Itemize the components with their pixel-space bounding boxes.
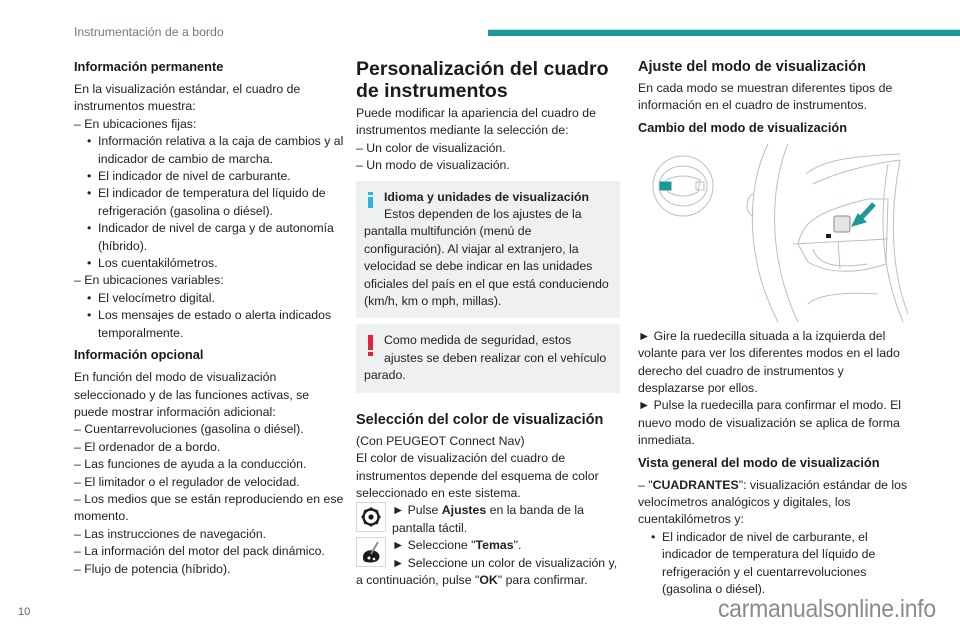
color-step-2 [356,537,620,589]
warning-note [356,324,620,392]
fixed-item: • El indicador de nivel de carburante. [74,168,344,185]
variable-item: • Los mensajes de estado o alerta indicados temporalmente. [74,307,344,342]
step-text: ". [513,538,522,553]
info-note-text: Estos dependen de los ajustes de la pantalla multifunción (menú de configuración). Al viajar al extranjero, la velocidad se debe indicar en las unidades oficiales del país en el que está conduciendo (km/h, km o mph, millas). [364,207,609,309]
variable-item: • El velocímetro digital. [74,290,344,307]
permanent-intro: En la visualización estándar, el cuadro de instrumentos muestra: [74,82,301,114]
column-2 [356,58,620,589]
heading-change-mode: Cambio del modo de visualización [638,119,848,135]
optional-item: – La información del motor del pack dinámico. [74,544,325,559]
step-text: ► Seleccione un color de visualización y, a continuación, pulse " [356,555,618,587]
optional-intro: En función del modo de visualización seleccionado y de las funciones activas, se puede mostrar información adicional: [74,370,310,419]
heading-optional-info: Información opcional [74,347,204,363]
warning-note-text: Como medida de seguridad, estos ajustes se deben realizar con el vehículo parado. [364,333,607,383]
warning-icon [368,335,373,356]
section-title: Instrumentación de a bordo [74,25,224,39]
fixed-locations-label: – En ubicaciones fijas: [74,116,197,131]
color-step-1 [356,502,620,537]
mode-step-1: ► Gire la ruedecilla situada a la izquierda del volante para ver los diferentes modos en el lado derecho del cuadro de instrumentos y desplazarse por ellos. [638,328,900,396]
variable-locations-label: – En ubicaciones variables: [74,273,224,288]
optional-item: – El ordenador de a bordo. [74,439,221,454]
optional-item: – Cuentarrevoluciones (gasolina o diésel). [74,422,304,437]
step-text: ► Seleccione " [392,538,476,553]
step-text: en la banda de la pantalla táctil. [392,503,584,535]
step-keyword: OK [479,572,498,587]
page-title: Personalización del cuadro de instrumentos [356,58,609,102]
fixed-item: • Los cuentakilómetros. [74,255,344,272]
column-3 [638,58,908,599]
fixed-item: • El indicador de temperatura del líquido de refrigeración (gasolina o diésel). [74,185,344,220]
customization-option: – Un color de visualización. [356,140,506,155]
mode-name: CUADRANTES [652,477,739,492]
info-note [356,181,620,319]
step-keyword: Temas [475,538,514,553]
optional-item: – Flujo de potencia (híbrido). [74,561,231,576]
info-note-title: Idioma y unidades de visualización [384,189,590,204]
heading-mode-overview: Vista general del modo de visualización [638,454,880,470]
heading-permanent-info: Información permanente [74,59,224,74]
watermark: carmanualsonline.info [718,595,936,623]
step-keyword: Ajustes [441,503,487,518]
heading-display-mode: Ajuste del modo de visualización [638,59,867,75]
palette-icon [360,541,384,565]
step-text: ► Pulse [392,503,442,518]
optional-item: – El limitador o el regulador de velocidad. [74,474,300,489]
optional-item: – Las instrucciones de navegación. [74,526,267,541]
display-mode-intro: En cada modo se muestran diferentes tipos de información en el cuadro de instrumentos. [638,81,893,113]
customization-intro: Puede modificar la apariencia del cuadro de instrumentos mediante la selección de: [356,106,596,138]
themes-button-icon-box [356,537,386,567]
color-line-1: (Con PEUGEOT Connect Nav) [356,433,525,448]
optional-item: – Los medios que se están reproduciendo en ese momento. [74,491,344,524]
settings-button-icon-box [356,502,386,532]
column-1 [74,58,344,578]
fixed-item: • Información relativa a la caja de cambios y al indicador de cambio de marcha. [74,133,344,168]
mode-text: – " [638,477,653,492]
mode-item: • El indicador de nivel de carburante, el indicador de temperatura del líquido de refrigeración y el cuentarrevoluciones (gasolina o diésel). [638,529,908,599]
gear-icon [360,506,382,528]
optional-item: – Las funciones de ayuda a la conducción. [74,457,307,472]
steering-wheel-illustration [638,144,908,322]
fixed-item: • Indicador de nivel de carga y de autonomía (híbrido). [74,220,344,255]
step-text: " para confirmar. [497,572,588,587]
mode-step-2: ► Pulse la ruedecilla para confirmar el modo. El nuevo modo de visualización se aplica de forma inmediata. [638,398,902,448]
mode-text: ": visualización estándar de los velocímetros analógicos y digitales, los cuentakilómetros y: [638,477,908,527]
customization-option: – Un modo de visualización. [356,158,510,173]
color-line-2: El color de visualización del cuadro de instrumentos depende del esquema de color seleccionado en este sistema. [356,451,599,500]
page-number: 10 [18,606,31,618]
heading-color-selection: Selección del color de visualización [356,411,604,428]
header-accent-bar [488,29,960,36]
info-icon [368,192,373,208]
